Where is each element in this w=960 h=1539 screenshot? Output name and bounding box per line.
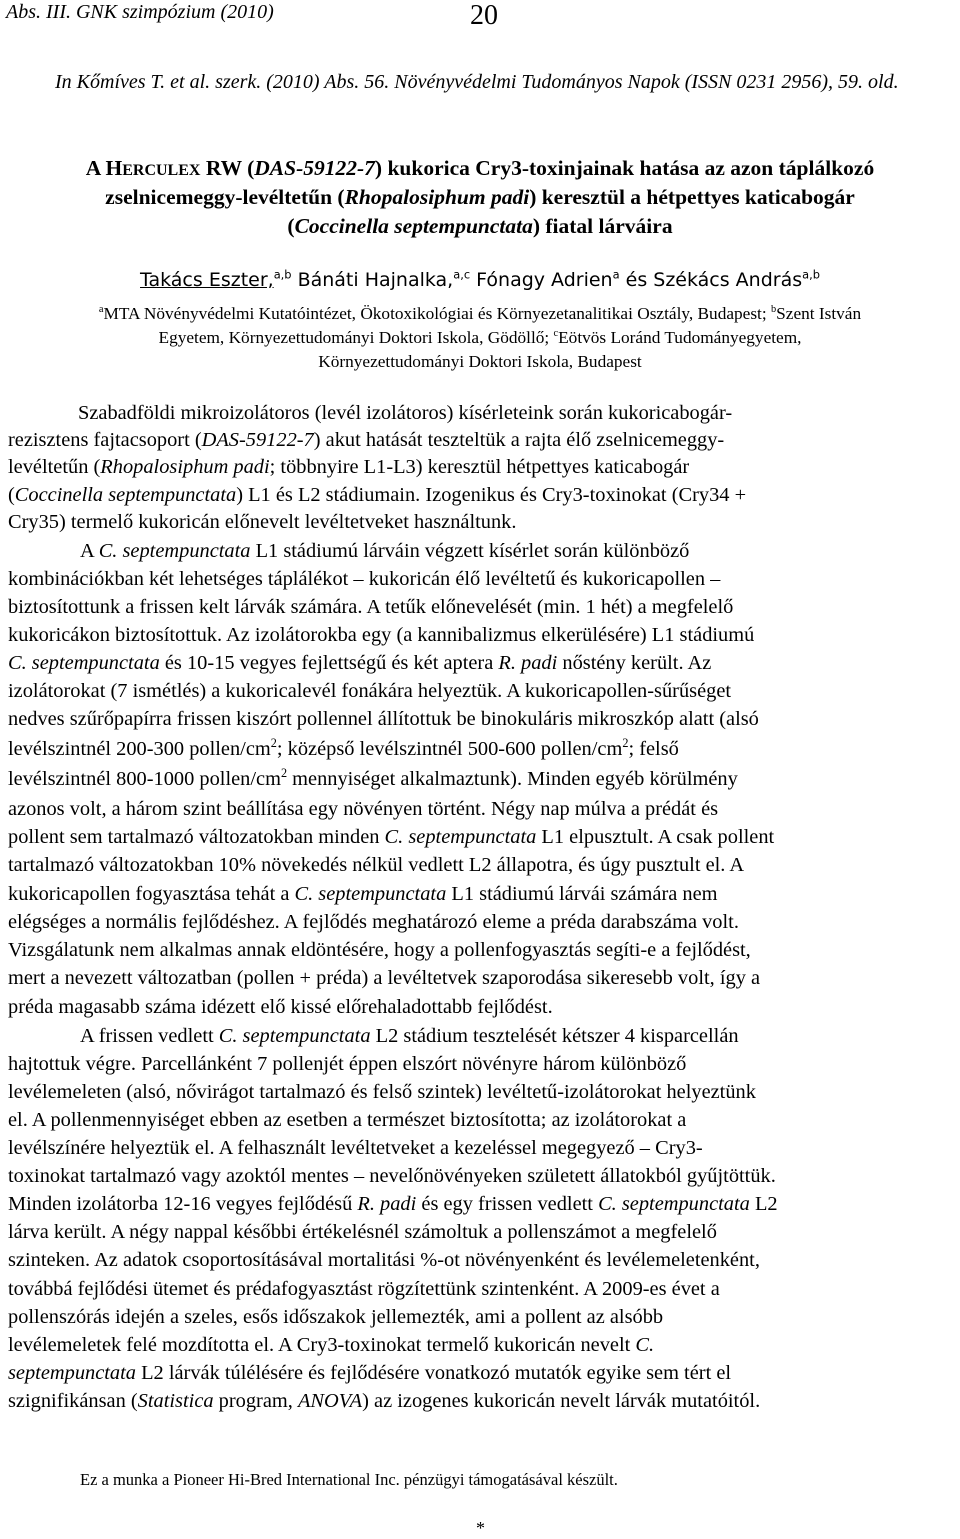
body-line: Vizsgálatunk nem alkalmas annak eldöntésére, hogy a pollenfogyasztás segíti-e a fejlődést,: [8, 939, 751, 961]
body-line: toxinokat tartalmazó vagy azoktól mentes – nevelőnövényeken született állatokból gyűjtöttük.: [8, 1165, 776, 1187]
body-line: kukoricapollen fogyasztása tehát a C. septempunctata L1 stádiumú lárvái számára nem: [8, 883, 718, 905]
affiliation-line-2: Egyetem, Környezettudományi Doktori Iskola, Gödöllő; $^c$Eötvös Loránd Tudományegyetem,: [158, 328, 802, 347]
body-line: nedves szűrőpapírra frissen kiszórt pollennel állítottuk be binokuláris mikroszkóp alatt (alsó: [8, 708, 759, 730]
page-number: 20: [470, 0, 498, 31]
body-line: lárva került. A négy nappal későbbi értékelésnél számoltuk a pollenszámot a megfelelő: [8, 1221, 717, 1243]
funding-footnote: Ez a munka a Pioneer Hi-Bred International Inc. pénzügyi támogatásával készült.: [80, 1470, 618, 1489]
body-line: szinteken. Az adatok csoportosításával mortalitási %-ot növényenként és levélemeletenként,: [8, 1249, 760, 1271]
body-line: mert a nevezett változatban (pollen + préda) a levéltetvek szaporodása sikeresebb volt, így a: [8, 967, 761, 989]
body-line: rezisztens fajtacsoport (DAS-59122-7) akut hatását teszteltük a rajta élő zselnicemeggy-: [8, 429, 725, 451]
running-title: Abs. III. GNK szimpózium (2010): [6, 1, 274, 23]
body-line: azonos volt, a három szint beállítása egy növényen történt. Négy nap múlva a prédát és: [8, 798, 719, 820]
body-line: pollenszórás idején a szeles, esős időszakok jellemezték, ami a pollent az alsóbb: [8, 1306, 664, 1328]
body-line: biztosítottunk a frissen kelt lárvák számára. A tetűk előnevelését (min. 1 hét) a megfelelő: [8, 596, 734, 618]
body-line: kombinációkban két lehetséges táplálékot – kukoricán élő levéltetű és kukoricapollen –: [8, 568, 721, 590]
body-line: Szabadföldi mikroizolátoros (levél izolátoros) kísérleteink során kukoricabogár-: [78, 402, 733, 424]
body-line: el. A pollenmennyiséget ebben az esetben a természet biztosította; az izolátorokat a: [8, 1109, 687, 1131]
body-line: C. septempunctata és 10-15 vegyes fejlettségű és két aptera R. padi nőstény került. Az: [8, 652, 712, 674]
body-line: A C. septempunctata L1 stádiumú lárváin végzett kísérlet során különböző: [80, 540, 690, 562]
body-line: elégséges a normális fejlődéshez. A fejlődés meghatározó eleme a préda darabszáma volt.: [8, 911, 739, 933]
body-line: levélszintnél 200-300 pollen/$cm^2$; középső levélszintnél 500-600 pollen/$cm^2$; felső: [8, 736, 679, 760]
body-line: levélemeletek felé mozdította el. A Cry3-toxinokat termelő kukoricán nevelt C.: [8, 1334, 655, 1356]
title-line-3: (Coccinella septempunctata) fiatal lárváira: [287, 214, 673, 238]
body-line: septempunctata L2 lárvák túlélésére és fejlődésére vonatkozó mutatók egyike sem tért el: [8, 1362, 732, 1384]
body-line: levélszintnél 800-1000 pollen/$cm^2$ mennyiséget alkalmaztunk). Minden egyéb körülmény: [8, 766, 738, 790]
body-line: A frissen vedlett C. septempunctata L2 stádium tesztelését kétszer 4 kisparcellán: [80, 1025, 739, 1047]
citation-line: In Kőmíves T. et al. szerk. (2010) Abs. 56. Növényvédelmi Tudományos Napok (ISSN 0231 2956), 59. old.: [55, 71, 899, 93]
body-line: izolátorokat (7 ismétlés) a kukoricalevél fonákára helyeztük. A kukoricapollen-sűrűséget: [8, 680, 732, 702]
affiliation-line-3: Környezettudományi Doktori Iskola, Budapest: [318, 352, 642, 371]
body-line: tartalmazó változatokban 10% növekedés nélkül vedlett L2 állapotra, és úgy pusztult el. A: [8, 854, 745, 876]
author-list: Takács Eszter,$^{a,b}$ Bánáti Hajnalka,$^{a,c}$ Fónagy Adrien$^a$ és Székács András$^{a,b}$: [140, 267, 820, 291]
body-line: préda magasabb száma idézett elő kissé előrehaladottabb fejlődést.: [8, 996, 553, 1018]
body-line: szignifikánsan (Statistica program, ANOVA) az izogenes kukoricán nevelt lárvák mutatóitól.: [8, 1390, 761, 1412]
body-line: levélszínére helyeztük el. A felhasznált levéltetveket a kezeléssel megegyező – Cry3-: [8, 1137, 703, 1159]
body-line: hajtottuk végre. Parcellánként 7 pollenjét éppen elszórt növényre három különböző: [8, 1053, 687, 1075]
title-line-1: A HERCULEX RW (DAS-59122-7) kukorica Cry3-toxinjainak hatása az azon táplálkozó: [85, 156, 875, 180]
footer-asterisk: *: [476, 1518, 485, 1538]
body-line: levéltetűn (Rhopalosiphum padi; többnyire L1-L3) keresztül hétpettyes katicabogár: [8, 456, 690, 478]
body-line: továbbá fejlődési ütemet és prédafogyasztást rögzítettünk szintenként. A 2009-es évet a: [8, 1278, 720, 1300]
body-line: pollent sem tartalmazó változatokban minden C. septempunctata L1 elpusztult. A csak pollent: [8, 826, 775, 848]
affiliation-line-1: $^a$MTA Növényvédelmi Kutatóintézet, Ökotoxikológiai és Környezetanalitikai Osztály, Budapest; $^b$Szent István: [98, 304, 862, 323]
body-line: Minden izolátorba 12-16 vegyes fejlődésű R. padi és egy frissen vedlett C. septempunctata L2: [8, 1193, 778, 1215]
body-line: Cry35) termelő kukoricán előnevelt levéltetveket használtunk.: [8, 511, 517, 533]
body-line: kukoricákon biztosítottuk. Az izolátorokba egy (a kannibalizmus elkerülésére) L1 stádiumú: [8, 624, 755, 646]
title-line-2: zselnicemeggy-levéltetűn (Rhopalosiphum padi) keresztül a hétpettyes katicabogár: [105, 185, 855, 209]
body-line: (Coccinella septempunctata) L1 és L2 stádiumain. Izogenikus és Cry3-toxinokat (Cry34 +: [8, 484, 747, 506]
body-line: levélemeleten (alsó, nővirágot tartalmazó és felső szintek) levéltetű-izolátorokat helyeztünk: [8, 1081, 756, 1103]
presenting-author: Takács Eszter,: [140, 269, 274, 291]
